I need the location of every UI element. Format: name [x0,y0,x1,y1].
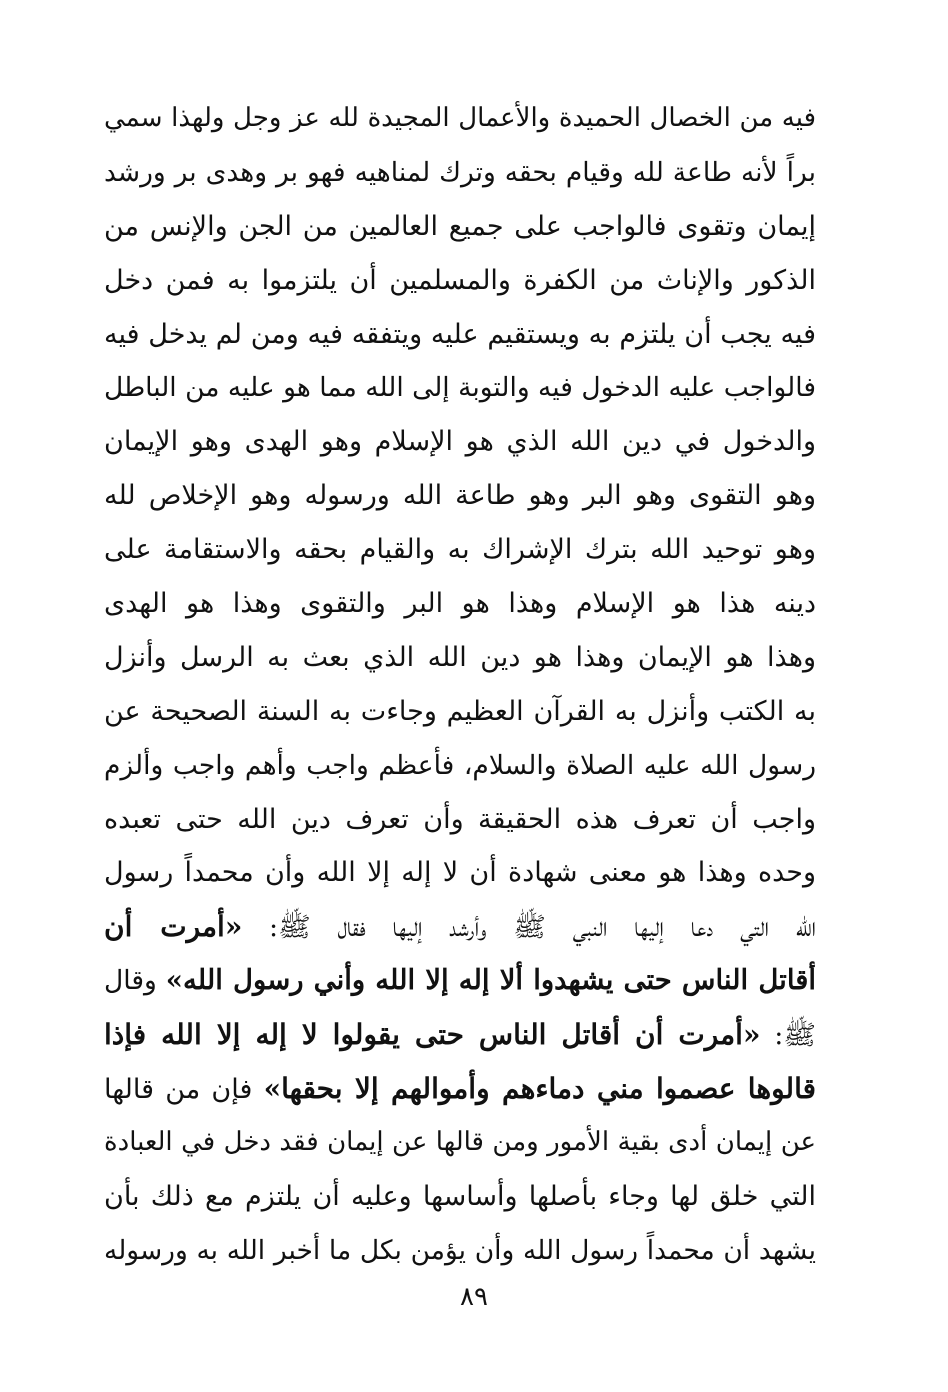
text-segment: براً لأنه طاعة لله وقيام بحقه وترك لمناهيه فهو بر وهدى بر ورشد [104,156,816,188]
text-segment: التي خلق لها وجاء بأصلها وأساسها وعليه أن يلتزم مع ذلك بأن [104,1180,816,1212]
text-line [104,200,816,254]
text-segment: ﷺ: [760,1020,816,1052]
text-line [104,361,816,415]
hadith-quote: قالوها عصموا مني دماءهم وأموالهم إلا بحقها» [263,1072,816,1106]
text-line [104,631,816,685]
text-line [104,523,816,577]
text-line [104,1170,816,1224]
text-segment: والدخول في دين الله الذي هو الإسلام وهو الهدى وهو الإيمان [104,426,816,458]
page-number: ٨٩ [460,1282,488,1312]
text-line [104,415,816,469]
text-segment: الله التي دعا إليها النبي ﷺ وأرشد إليها فقال ﷺ: [242,912,816,944]
text-segment: يشهد أن محمداً رسول الله وأن يؤمن بكل ما أخبر الله به ورسوله [104,1234,816,1266]
text-line [104,685,816,739]
hadith-quote: «أمرت أن [104,910,243,944]
hadith-quote: أقاتل الناس حتى يشهدوا ألا إله إلا الله وأني رسول الله» [165,964,816,997]
text-line [104,254,816,308]
text-segment: رسول الله عليه الصلاة والسلام، فأعظم واجب وأهم واجب وألزم [104,749,816,781]
text-line [104,954,816,1008]
text-segment: وحده وهذا هو معنى شهادة أن لا إله إلا الله وأن محمداً رسول [104,857,816,889]
text-segment: عن إيمان أدى بقية الأمور ومن قالها عن إيمان فقد دخل في العبادة [104,1126,816,1157]
text-line [104,146,816,200]
text-line [104,308,816,362]
text-line [104,577,816,631]
text-segment: الذكور والإناث من الكفرة والمسلمين أن يلتزموا به فمن دخل [104,264,816,296]
text-line [104,846,816,900]
text-segment: فإن من قالها [104,1074,264,1106]
text-segment: وهو توحيد الله بترك الإشراك به والقيام بحقه والاستقامة على [104,534,816,566]
text-line [104,1008,816,1062]
text-line [104,793,816,847]
text-segment: فالواجب عليه الدخول فيه والتوبة إلى الله مما هو عليه من الباطل [104,372,816,404]
text-segment: وهذا هو الإيمان وهذا هو دين الله الذي بعث به الرسل وأنزل [104,641,816,673]
body-text [104,92,816,1278]
text-segment: وقال [104,965,166,997]
text-line [104,1116,816,1170]
text-segment: دينه هذا هو الإسلام وهذا هو البر والتقوى وهذا هو الهدى [104,588,816,620]
text-line [104,92,816,146]
text-segment: فيه يجب أن يلتزم به ويستقيم عليه ويتفقه فيه ومن لم يدخل فيه [104,318,816,350]
text-segment: واجب أن تعرف هذه الحقيقة وأن تعرف دين الله حتى تعبده [104,803,816,835]
text-segment: به الكتب وأنزل به القرآن العظيم وجاءت به السنة الصحيحة عن [104,695,816,727]
text-line [104,900,816,954]
text-segment: إيمان وتقوى فالواجب على جميع العالمين من الجن والإنس من [104,210,816,242]
text-line [104,1224,816,1278]
text-line [104,739,816,793]
text-segment: فيه من الخصال الحميدة والأعمال المجيدة لله عز وجل ولهذا سمي [104,103,816,133]
text-segment: وهو التقوى وهو البر وهو طاعة الله ورسوله وهو الإخلاص لله [104,480,816,512]
hadith-quote: «أمرت أن أقاتل الناس حتى يقولوا لا إله إلا الله فإذا [104,1018,761,1052]
text-line [104,469,816,523]
text-line [104,1062,816,1116]
